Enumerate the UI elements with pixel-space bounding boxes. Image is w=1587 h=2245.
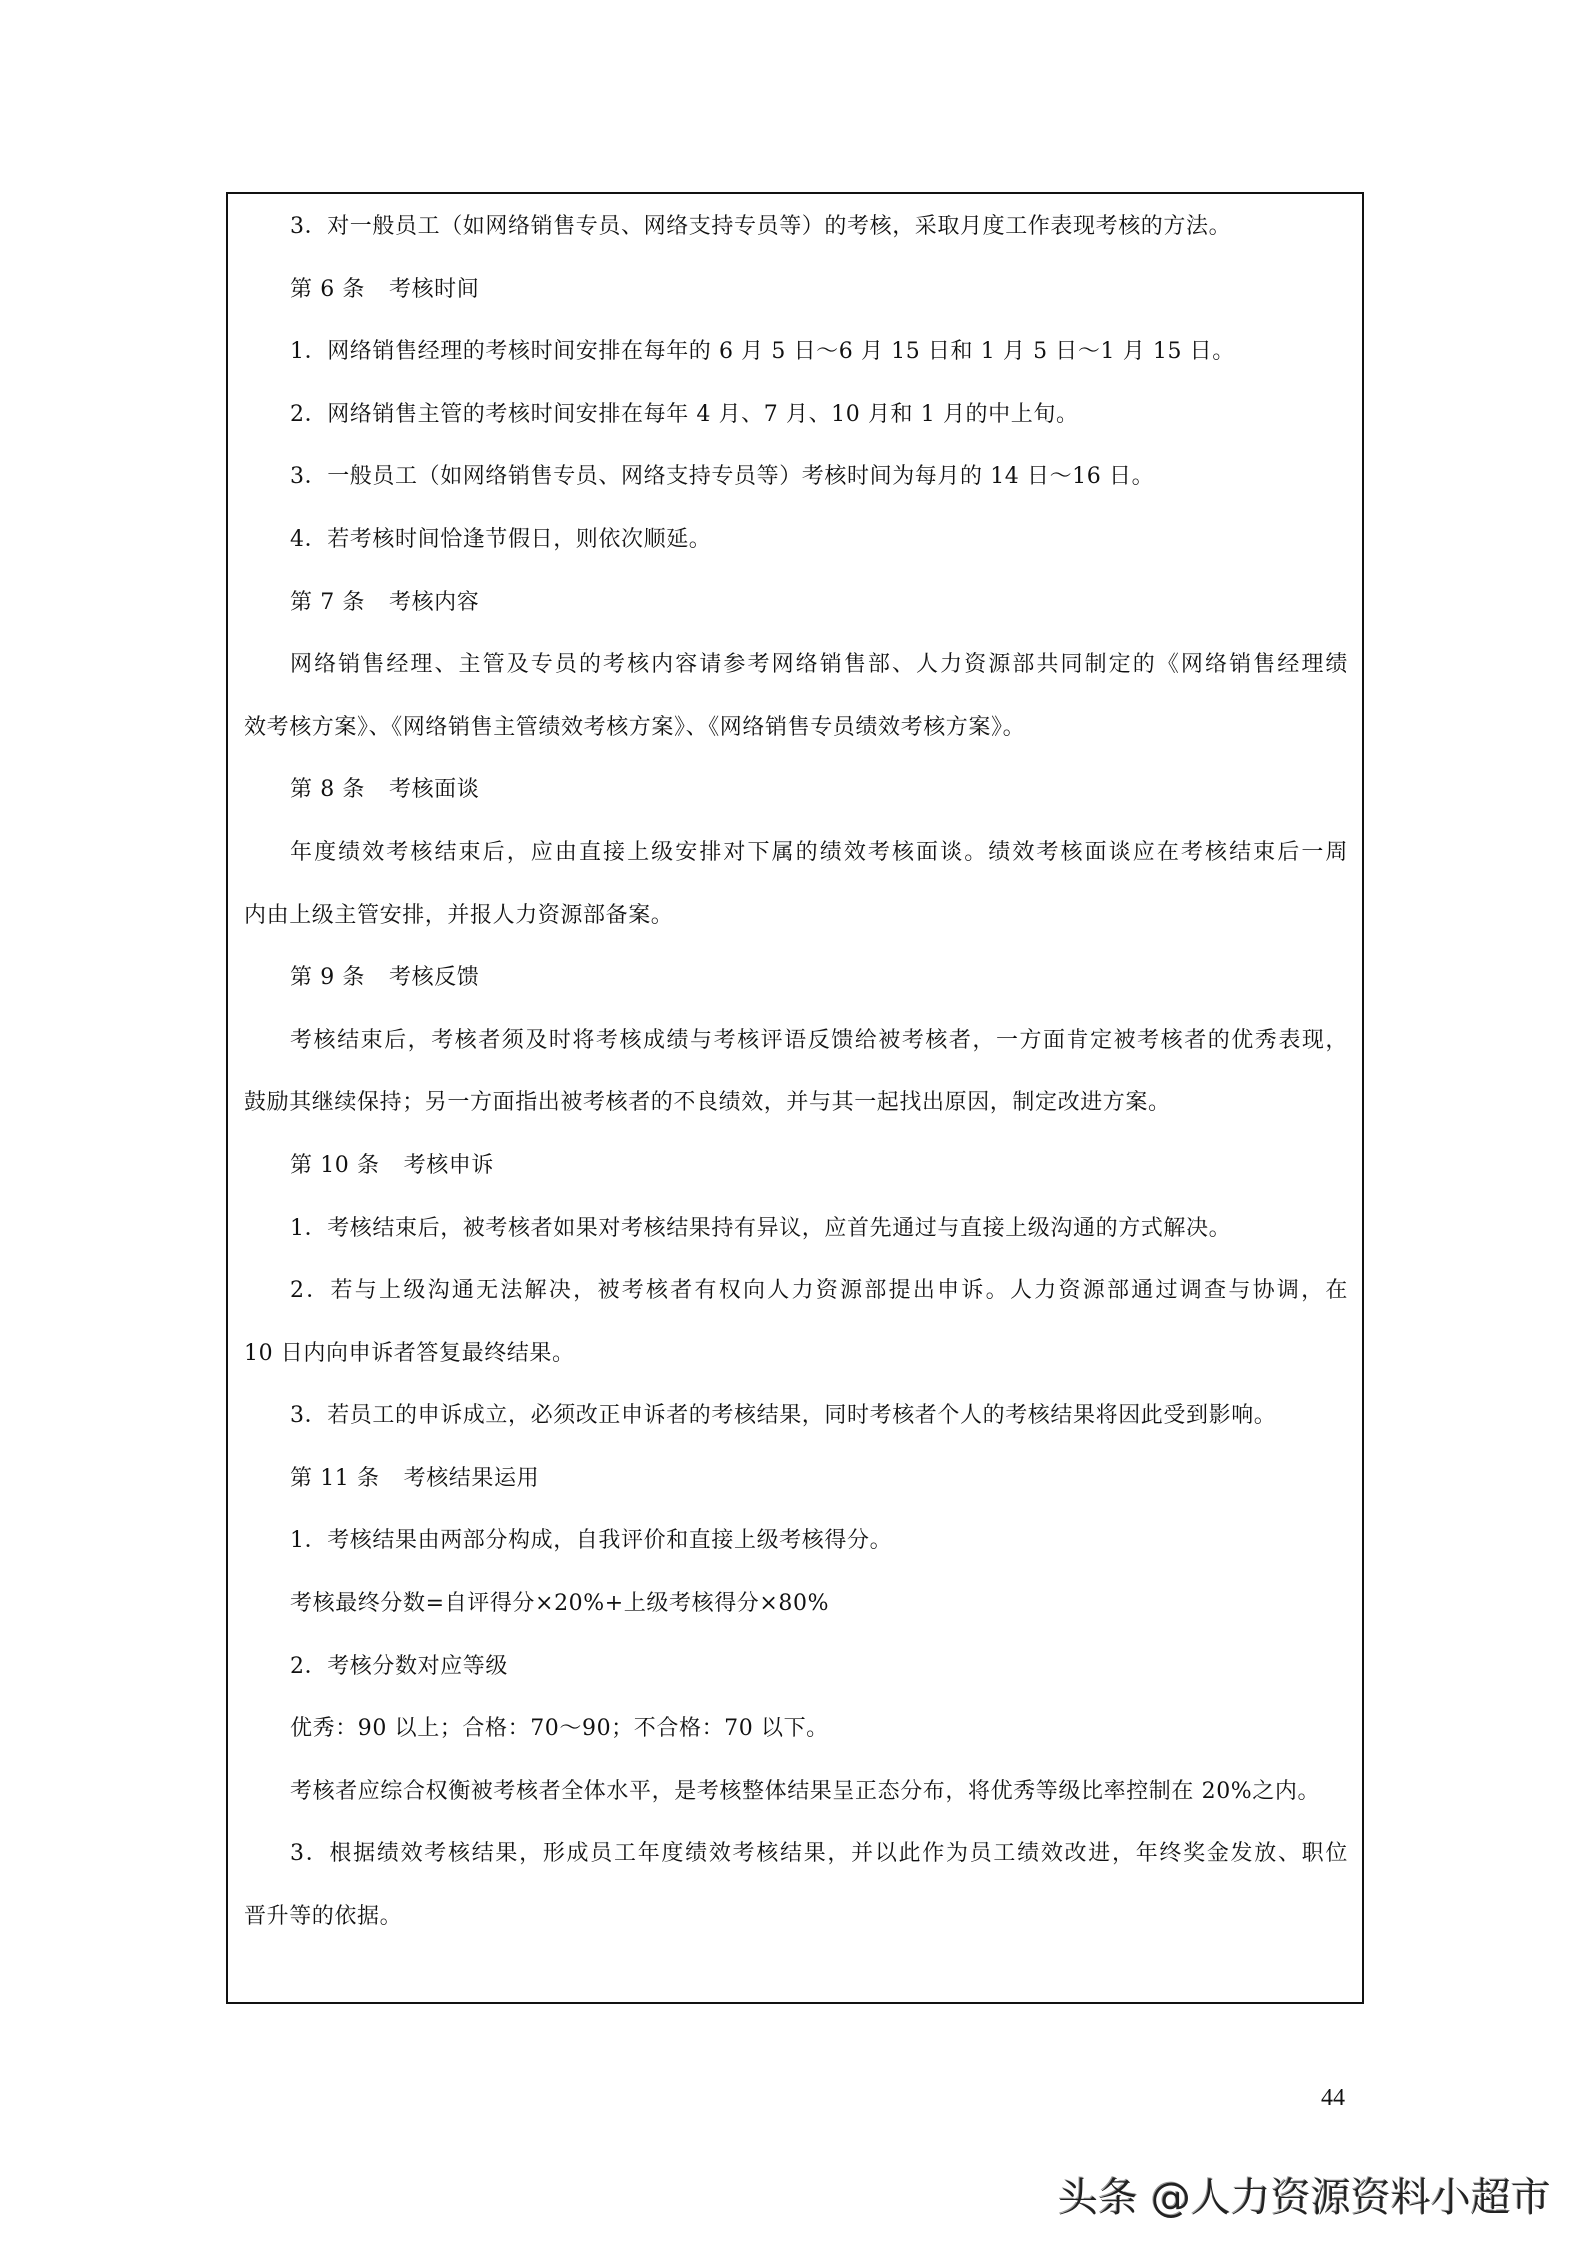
watermark: 头条 @人力资源资料小超市 bbox=[1058, 2175, 1551, 2221]
list-item: 3．若员工的申诉成立，必须改正申诉者的考核结果，同时考核者个人的考核结果将因此受到影响。 bbox=[290, 1403, 1277, 1429]
document-frame bbox=[226, 192, 1364, 2004]
article-number: 第 7 条 bbox=[290, 589, 365, 615]
list-item: 1．考核结果由两部分构成，自我评价和直接上级考核得分。 bbox=[290, 1528, 893, 1554]
list-item: 3．根据绩效考核结果，形成员工年度绩效考核结果，并以此作为员工绩效改进，年终奖金发放、职位 bbox=[290, 1841, 1348, 1867]
page-number: 44 bbox=[1321, 2085, 1345, 2111]
article-number: 第 9 条 bbox=[290, 965, 365, 991]
list-item: 2．若与上级沟通无法解决，被考核者有权向人力资源部提出申诉。人力资源部通过调查与协调，在 bbox=[290, 1278, 1348, 1304]
paragraph-line: 年度绩效考核结束后，应由直接上级安排对下属的绩效考核面谈。绩效考核面谈应在考核结束后一周 bbox=[290, 839, 1348, 865]
list-item: 3．一般员工（如网络销售专员、网络支持专员等）考核时间为每月的 14 日～16 日。 bbox=[290, 464, 1155, 490]
article-heading-9 bbox=[244, 963, 1348, 1026]
paragraph-line: 考核者应综合权衡被考核者全体水平，是考核整体结果呈正态分布，将优秀等级比率控制在 20%之内。 bbox=[290, 1778, 1321, 1804]
article-title: 考核申诉 bbox=[403, 1152, 494, 1178]
article-title: 考核内容 bbox=[388, 589, 480, 615]
article-title: 考核结果运用 bbox=[403, 1465, 540, 1491]
paragraph-line-continued: 效考核方案》、《网络销售主管绩效考核方案》、《网络销售专员绩效考核方案》。 bbox=[244, 714, 1026, 740]
article-number: 第 11 条 bbox=[290, 1465, 380, 1491]
formula-line: 考核最终分数=自评得分×20%+上级考核得分×80% bbox=[290, 1591, 830, 1617]
list-item: 1．考核结束后，被考核者如果对考核结果持有异议，应首先通过与直接上级沟通的方式解决。 bbox=[290, 1215, 1232, 1241]
article-heading-11 bbox=[244, 1464, 1348, 1527]
document-body bbox=[244, 212, 1348, 1965]
article-heading-6 bbox=[244, 275, 1348, 338]
paragraph-line: 网络销售经理、主管及专员的考核内容请参考网络销售部、人力资源部共同制定的《网络销售经理绩 bbox=[290, 652, 1348, 678]
article-number: 第 10 条 bbox=[290, 1152, 380, 1178]
paragraph-line-continued: 鼓励其继续保持；另一方面指出被考核者的不良绩效，并与其一起找出原因，制定改进方案。 bbox=[244, 1090, 1171, 1116]
article-number: 第 8 条 bbox=[290, 777, 365, 803]
article-heading-10 bbox=[244, 1151, 1348, 1214]
list-item: 2．考核分数对应等级 bbox=[290, 1653, 508, 1679]
grade-levels-line: 优秀：90 以上；合格：70～90；不合格：70 以下。 bbox=[290, 1716, 829, 1742]
paragraph-line-continued: 晋升等的依据。 bbox=[244, 1904, 403, 1930]
list-item: 3．对一般员工（如网络销售专员、网络支持专员等）的考核，采取月度工作表现考核的方法。 bbox=[290, 214, 1232, 239]
article-heading-8 bbox=[244, 775, 1348, 838]
article-title: 考核反馈 bbox=[388, 965, 480, 991]
article-heading-7 bbox=[244, 588, 1348, 651]
article-title: 考核面谈 bbox=[388, 777, 480, 803]
article-number: 第 6 条 bbox=[290, 276, 365, 302]
list-item: 2．网络销售主管的考核时间安排在每年 4 月、7 月、10 月和 1 月的中上旬。 bbox=[290, 401, 1079, 427]
paragraph-line: 考核结束后，考核者须及时将考核成绩与考核评语反馈给被考核者，一方面肯定被考核者的优秀表现， bbox=[290, 1027, 1348, 1053]
paragraph-line-continued: 10 日内向申诉者答复最终结果。 bbox=[244, 1340, 575, 1366]
paragraph-line-continued: 内由上级主管安排，并报人力资源部备案。 bbox=[244, 902, 674, 928]
article-title: 考核时间 bbox=[388, 276, 480, 302]
list-item: 1．网络销售经理的考核时间安排在每年的 6 月 5 日～6 月 15 日和 1 月 5 日～1 月 15 日。 bbox=[290, 339, 1235, 365]
list-item: 4．若考核时间恰逢节假日，则依次顺延。 bbox=[290, 526, 712, 552]
